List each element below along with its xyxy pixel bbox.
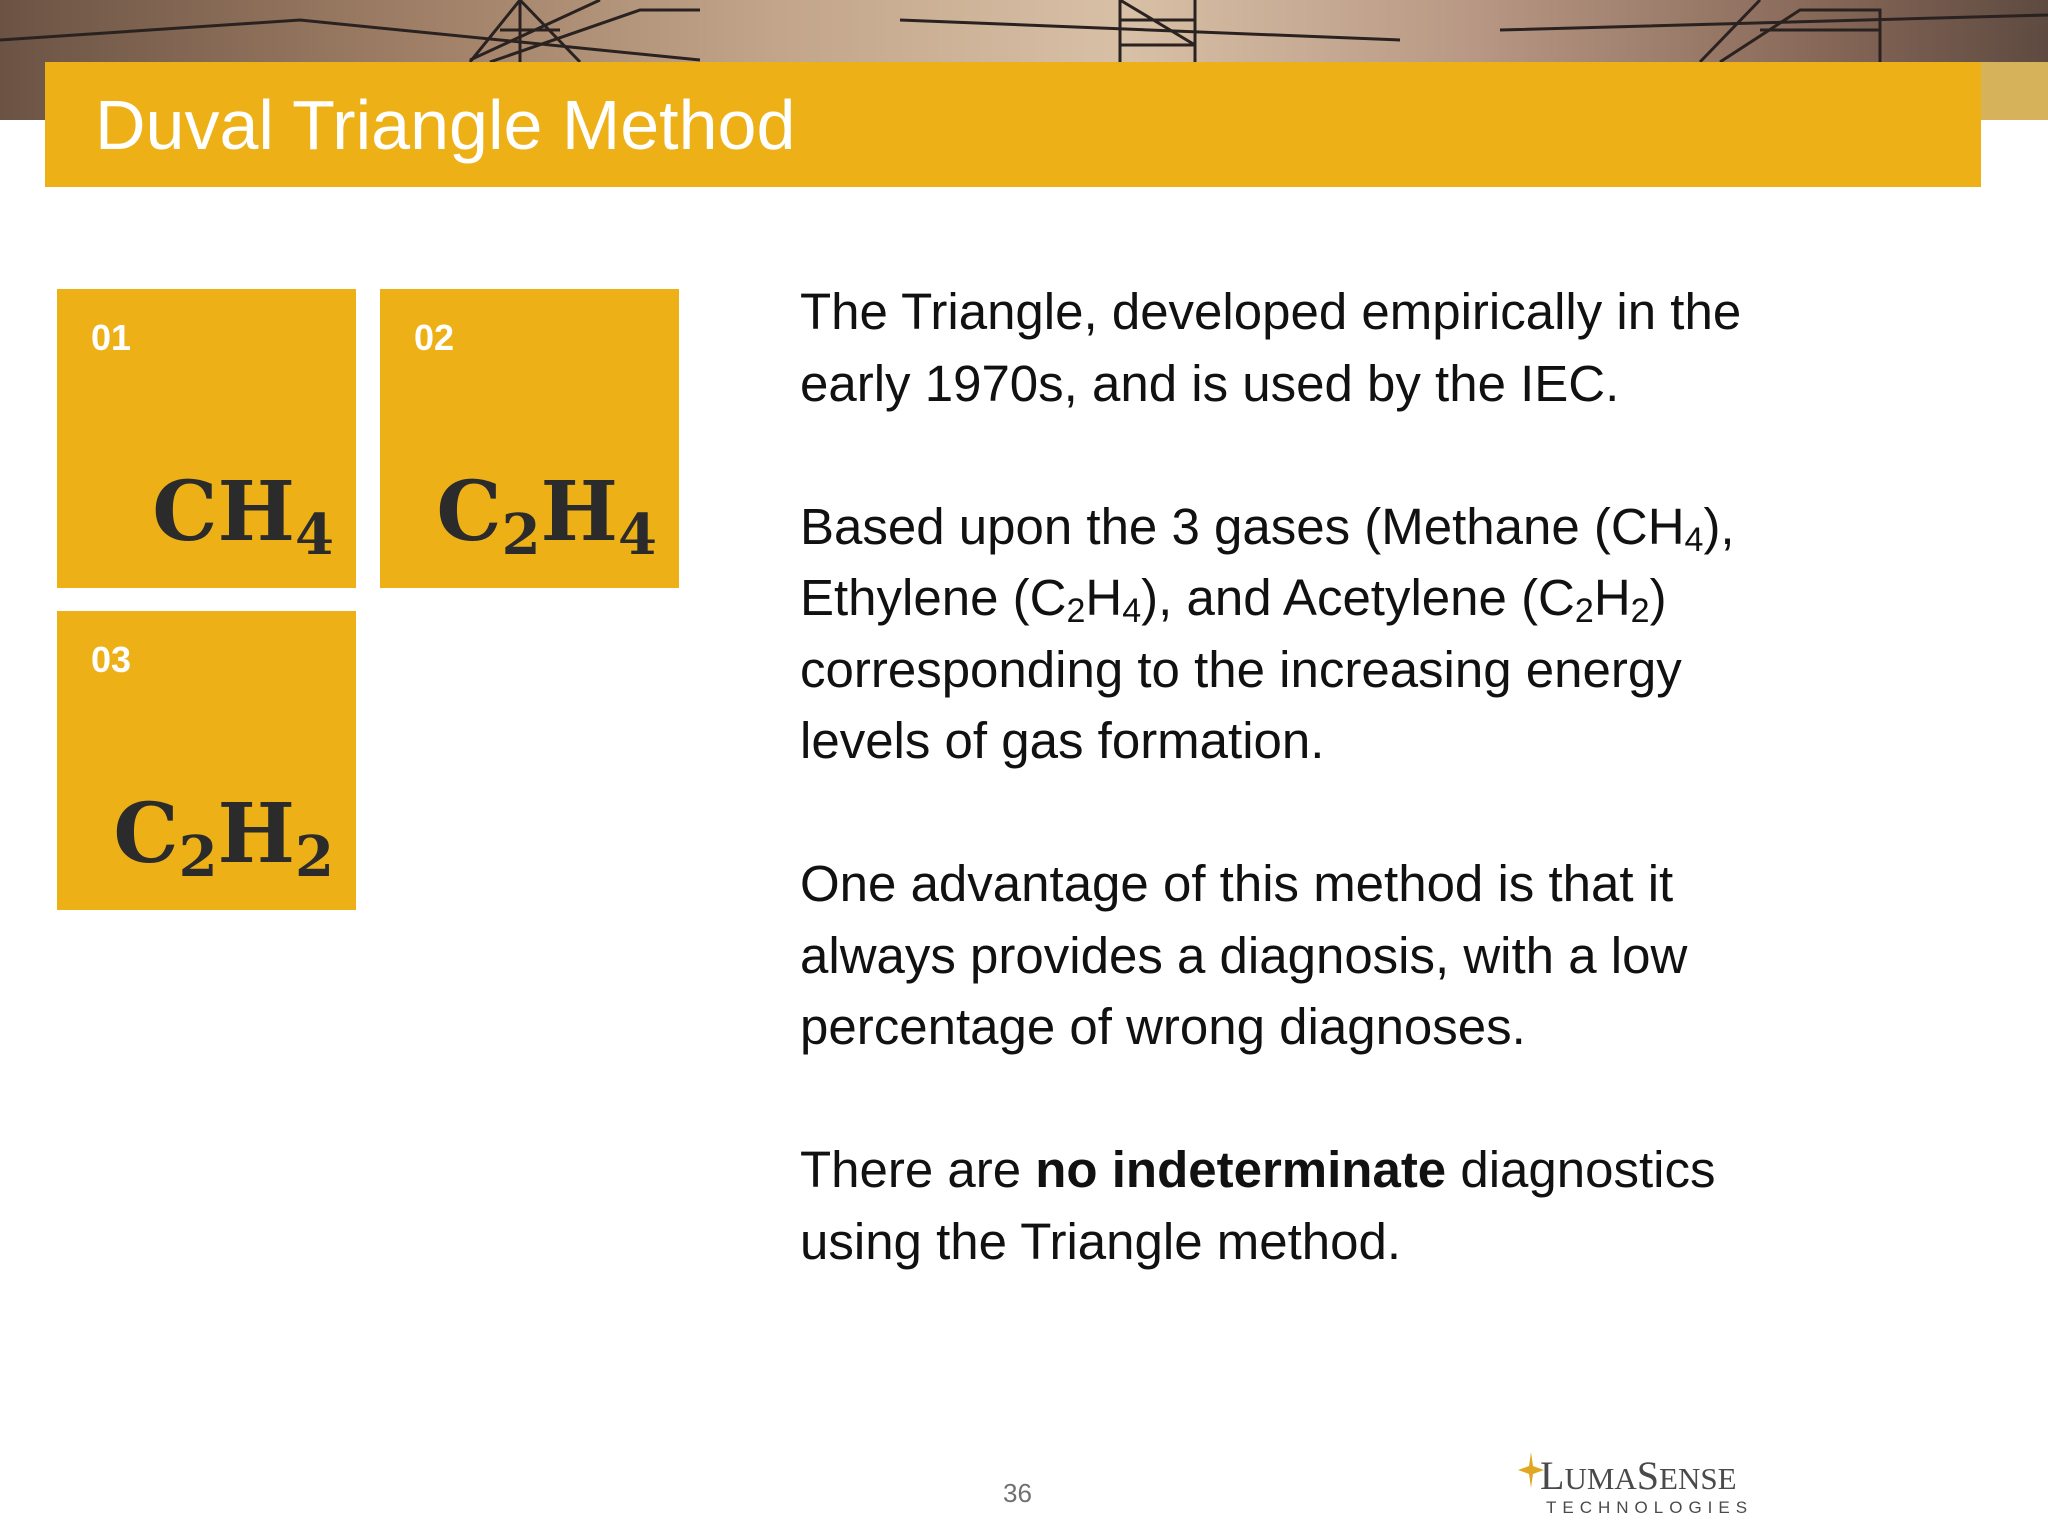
text-run: ), and Acetylene (C: [1141, 569, 1575, 626]
paragraph-iec: The Triangle, developed empirically in the early 1970s, and is used by the IEC.: [800, 283, 1742, 412]
text-run: ), Ethylene (C: [800, 497, 1735, 626]
body-text: [800, 276, 1820, 1349]
subscript: 4: [1122, 591, 1142, 630]
formula-subscript: 4: [618, 502, 657, 568]
paragraph-advantage: One advantage of this method is that it always provides a diagnosis, with a low percentage of wrong diagnoses.: [800, 855, 1688, 1055]
formula-subscript: 2: [295, 824, 334, 890]
formula-text: C: [436, 464, 502, 560]
text-run: diagnostics using the Triangle method.: [800, 1141, 1716, 1270]
text-run: ) corresponding to the increasing energy levels of gas formation.: [800, 569, 1682, 769]
logo-wordmark: [1540, 1452, 1737, 1499]
formula-c2h2: [113, 786, 334, 890]
formula-text: H: [540, 464, 619, 560]
formula-subscript: 2: [178, 824, 218, 890]
subscript: 2: [1574, 591, 1594, 630]
tile-01: [57, 289, 356, 588]
text-run: There are: [800, 1141, 1036, 1198]
company-logo: [1516, 1450, 1756, 1520]
text-run: H: [1593, 569, 1631, 626]
formula-ch4: [152, 464, 334, 568]
subscript: 2: [1630, 591, 1650, 630]
tile-02: [380, 289, 679, 588]
tile-number: 03: [91, 639, 132, 680]
logo-letter: L: [1540, 1453, 1565, 1498]
title-bar-accent: [1981, 62, 2048, 120]
paragraph-gases: [800, 491, 1820, 777]
formula-subscript: 2: [501, 502, 541, 568]
logo-letters: UMA: [1564, 1461, 1637, 1496]
emphasis-text: no indeterminate: [1035, 1141, 1447, 1198]
formula-text: CH: [152, 464, 296, 560]
formula-text: C: [113, 786, 179, 882]
subscript: 4: [1684, 520, 1704, 559]
tile-number: 02: [414, 317, 455, 358]
subscript: 2: [1066, 591, 1086, 630]
text-run: H: [1085, 569, 1123, 626]
page-number: 36: [1003, 1478, 1032, 1508]
logo-letters: ENSE: [1659, 1461, 1737, 1496]
formula-subscript: 4: [295, 502, 334, 568]
tile-number: 01: [91, 317, 132, 358]
text-run: Based upon the 3 gases (Methane (CH: [800, 497, 1685, 555]
formula-text: H: [217, 786, 296, 882]
tile-03: [57, 611, 356, 910]
paragraph-indeterminate: [800, 1134, 1820, 1277]
logo-tagline: TECHNOLOGIES: [1546, 1498, 1754, 1517]
slide-title: Duval Triangle Method: [95, 86, 796, 164]
logo-letter: S: [1636, 1453, 1660, 1498]
formula-c2h4: [436, 464, 657, 568]
